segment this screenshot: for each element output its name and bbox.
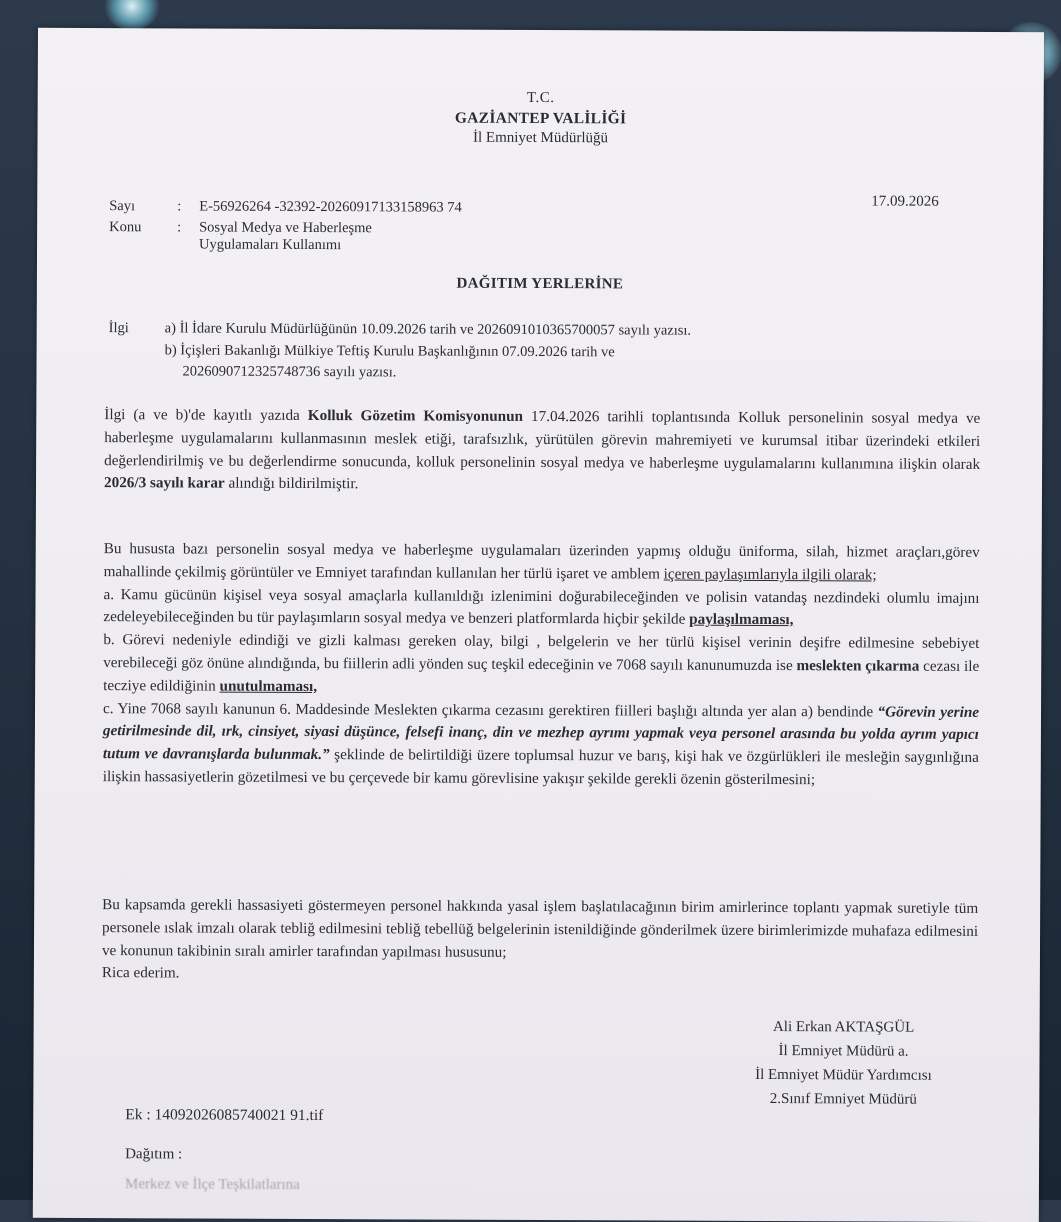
- signatory-line-2: İl Emniyet Müdürü a.: [778, 1043, 909, 1060]
- ilgi-item-a: a) İl İdare Kurulu Müdürlüğünün 10.09.2026 tarih ve 2026091010365700057 sayılı yazısı.: [164, 320, 692, 339]
- item-b-bold-underlined: unutulmaması,: [219, 677, 318, 695]
- official-letter: [33, 28, 1044, 1222]
- item-b-bold: meslekten çıkarma: [796, 657, 920, 675]
- signatory-line-3: İl Emniyet Müdür Yardımcısı: [755, 1066, 932, 1084]
- paragraph-1-text-3: alındığı bildirilmiştir.: [224, 475, 359, 493]
- sayi-value: E-56926264 -32392-20260917133158963 74: [199, 198, 462, 216]
- signatory-line-4: 2.Sınıf Emniyet Müdürü: [769, 1091, 917, 1108]
- ilgi-item-b-line2: 2026090712325748736 sayılı yazısı.: [182, 363, 397, 381]
- sayi-label: Sayı: [109, 198, 136, 215]
- paragraph-2-text-1: Bu hususta bazı personelin sosyal medya ve haberleşme uygulamaları üzerinden yapmış olduğu üniforma, silah, hizmet araçları,görev mahallinde çekilmiş görüntüler ve Emniyet tarafından kullanılan her türlü işaret ve amblem: [103, 540, 980, 583]
- sayi-colon: :: [177, 198, 182, 215]
- paragraph-2: [103, 538, 980, 793]
- distribution-label: Dağıtım :: [125, 1146, 183, 1163]
- signatory-name: Ali Erkan AKTAŞGÜL: [772, 1019, 915, 1036]
- konu-colon: :: [177, 219, 182, 236]
- paragraph-2-underlined: içeren paylaşımlarıyla ilgili olarak;: [663, 565, 877, 584]
- distribution-cutoff-line: Merkez ve İlçe Teşkilatlarına: [124, 1176, 300, 1193]
- paragraph-1: [104, 404, 980, 499]
- signature-block: [683, 1015, 1003, 1112]
- closing-text: Rica ederim.: [101, 964, 180, 982]
- konu-line2: Uygulamaları Kullanımı: [199, 236, 342, 254]
- item-a-bold-underlined: paylaşılmaması,: [689, 611, 794, 629]
- paragraph-1-bold-decision: 2026/3 sayılı karar: [103, 474, 225, 493]
- document-date: 17.09.2026: [871, 193, 939, 210]
- attachment-line: Ek : 14092026085740021 91.tif: [125, 1106, 324, 1125]
- paragraph-1-bold-commission: Kolluk Gözetim Komisyonunun: [307, 406, 524, 425]
- item-b-text-1: b. Görevi nedeniyle edindiği ve gizli kalması gereken olay, bilgi , belgelerin ve her türlü kişisel verinin deşifre edilmesine sebebiyet verebileceği göz önüne alındığında, bu fiillerin adli yönden suç teşkil edeceğinin ve 7068 sayılı kanunumuzda ise: [103, 631, 980, 675]
- konu-line1: Sosyal Medya ve Haberleşme: [199, 219, 372, 237]
- header-tc: T.C.: [526, 89, 555, 107]
- header-governorship: GAZİANTEP VALİLİĞİ: [454, 109, 627, 128]
- header-directorate: İl Emniyet Müdürlüğü: [472, 129, 609, 147]
- ilgi-label: İlgi: [108, 320, 129, 337]
- camera-glare-left: [104, 0, 160, 30]
- paragraph-1-text-1: İlgi (a ve b)'de kayıtlı yazıda: [104, 406, 308, 424]
- item-c-text-2: şeklinde de belirtildiği üzere toplumsal huzur ve barış, kişi hak ve özgürlükleri ile mesleğin saygınlığına ilişkin hassasiyetlerin gözetilmesi ve bu çerçevede bir kamu görevlisine yakışır şekilde gerekli özenin gösterilmesini;: [102, 746, 979, 789]
- document-title: DAĞITIM YERLERİNE: [456, 275, 624, 293]
- item-c-quote: “Görevin yerine getirilmesinde dil, ırk, cinsiyet, siyasi düşünce, felsefi inanç, din ve mezhep ayrımı yapmak veya personel arasında bu yolda ayrım yapıcı tutum ve davranışlarda bulunmak.”: [102, 703, 980, 764]
- paragraph-3-text: Bu kapsamda gerekli hassasiyeti göstermeyen personel hakkında yasal işlem başlatılacağının birim amirlerince toplantı yapmak suretiyle tüm personele ıslak imzalı olarak tebliğ edilmesini tebliğ tebellüğ belgelerinin istenildiğinde gönderilmek üzere birimlerimizde muhafaza edilmesini ve konunun takibinin sıralı amirler tarafından yapılması hususunu;: [101, 896, 979, 961]
- item-a-text: a. Kamu gücünün kişisel veya sosyal amaçlarla kullanıldığı izlenimini doğurabileceğinden ve polisin vatandaş nezdindeki olumlu imajını zedeleyebileceğinden bu tür paylaşımların sosyal medya ve benzeri platformlarda hiçbir şekilde: [103, 585, 980, 629]
- paragraph-1-text-2: 17.04.2026 tarihli toplantısında Kolluk personelinin sosyal medya ve haberleşme uygulamalarını kullanmasının meslek etiği, tarafsızlık, yürütülen görevin mahremiyeti ve kurumsal itibar üzerindeki etkileri değerlendirilmiş ve bu değerlendirme sonucunda, kolluk personelinin sosyal medya ve haberleşme uygulamalarını kullanımına ilişkin olarak: [104, 407, 981, 473]
- konu-label: Konu: [109, 219, 142, 236]
- item-c-text-1: c. Yine 7068 sayılı kanunun 6. Maddesinde Meslekten çıkarma cezasını gerektiren fiilleri başlığı altında yer alan a) bendinde: [102, 699, 878, 721]
- ilgi-item-b-line1: b) İçişleri Bakanlığı Mülkiye Teftiş Kurulu Başkanlığının 07.09.2026 tarih ve: [164, 342, 615, 361]
- item-b-text-2: cezası ile tecziye edildiğinin: [103, 657, 980, 695]
- paragraph-3: [102, 894, 978, 989]
